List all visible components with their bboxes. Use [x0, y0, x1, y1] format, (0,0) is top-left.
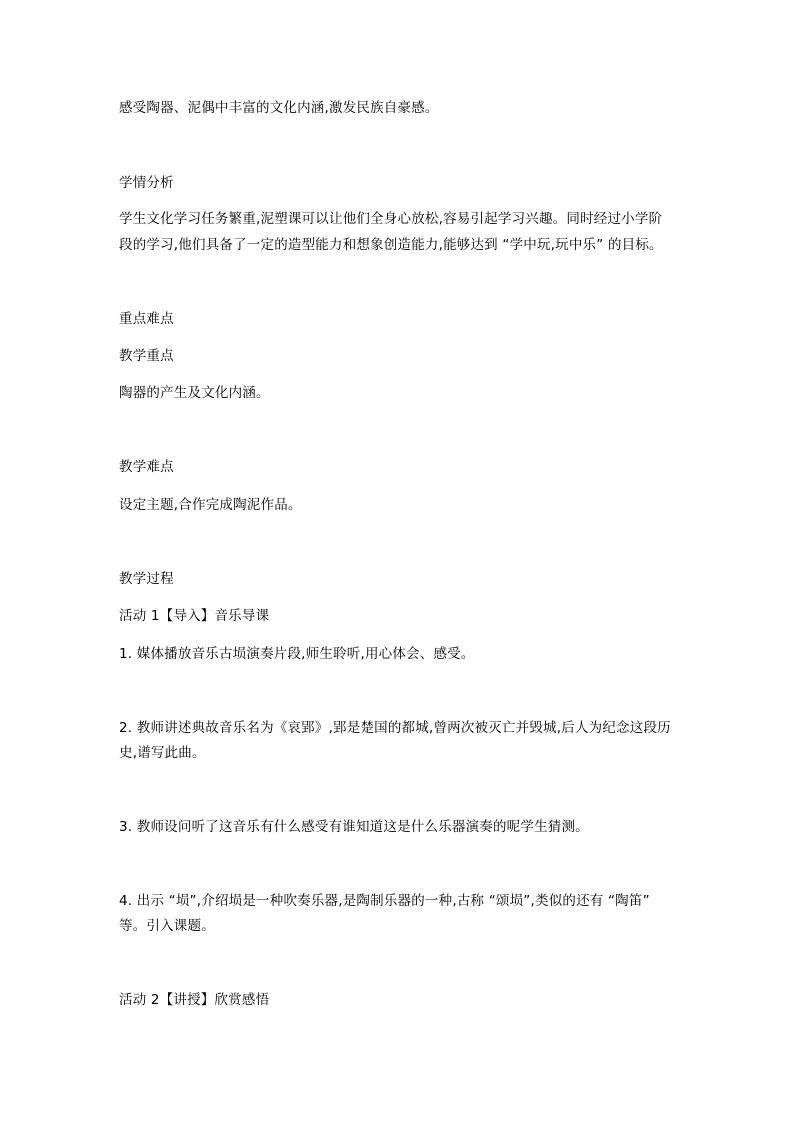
heading-student-analysis: 学情分析 — [119, 175, 174, 191]
heading-teaching-key-points: 教学重点 — [119, 348, 174, 364]
paragraph-difficulties: 设定主题,合作完成陶泥作品。 — [119, 497, 302, 513]
list-item-4-line2: 等。引入课题。 — [119, 918, 215, 934]
paragraph-key-points: 陶器的产生及文化内涵。 — [119, 385, 270, 401]
activity-1-heading: 活动 1【导入】音乐导课 — [119, 608, 270, 624]
heading-key-difficult-points: 重点难点 — [119, 311, 174, 327]
list-item-1: 1. 媒体播放音乐古埙演奏片段,师生聆听,用心体会、感受。 — [119, 646, 475, 662]
list-item-2-line1: 2. 教师讲述典故音乐名为《哀郢》,郢是楚国的都城,曾两次被灭亡并毁城,后人为纪念这段历 — [119, 720, 671, 736]
paragraph-student-analysis-line1: 学生文化学习任务繁重,泥塑课可以让他们全身心放松,容易引起学习兴趣。同时经过小学阶 — [119, 211, 663, 227]
paragraph-student-analysis-line2: 段的学习,他们具备了一定的造型能力和想象创造能力,能够达到 “学中玩,玩中乐” 的目标。 — [119, 237, 663, 253]
paragraph-goal: 感受陶器、泥偶中丰富的文化内涵,激发民族自豪感。 — [119, 100, 439, 116]
heading-teaching-difficulties: 教学难点 — [119, 459, 174, 475]
list-item-3: 3. 教师设问听了这音乐有什么感受有谁知道这是什么乐器演奏的呢学生猜测。 — [119, 819, 589, 835]
list-item-4-line1: 4. 出示 “埙”,介绍埙是一种吹奏乐器,是陶制乐器的一种,古称 “颂埙”,类似的还有 “陶笛” — [119, 893, 650, 909]
activity-2-heading: 活动 2【讲授】欣赏感悟 — [119, 992, 270, 1008]
heading-teaching-process: 教学过程 — [119, 571, 174, 587]
list-item-2-line2: 史,谱写此曲。 — [119, 745, 206, 761]
